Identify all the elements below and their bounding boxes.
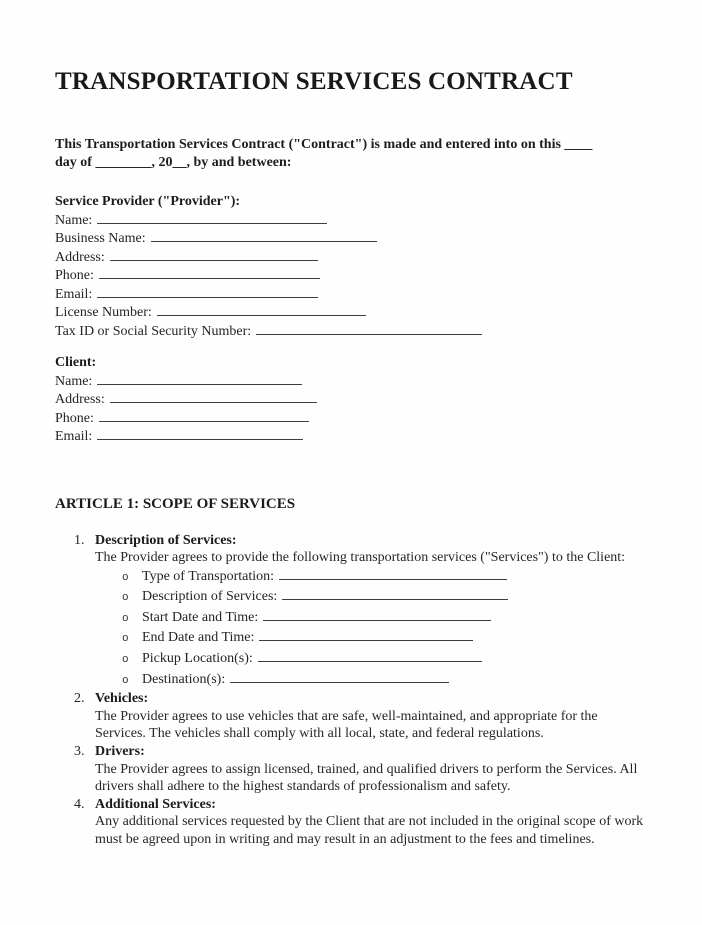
- blank-line: [263, 608, 491, 621]
- provider-tax-id-field: [55, 322, 647, 341]
- field-label: Name:: [55, 212, 93, 228]
- blank-line: [157, 303, 366, 316]
- item-content: [95, 690, 647, 743]
- item-number: 2.: [74, 691, 85, 707]
- sub-field-description-of-services: [122, 587, 647, 608]
- blank-line: [99, 409, 309, 422]
- article-1-heading: ARTICLE 1: SCOPE OF SERVICES: [55, 495, 296, 512]
- item-body: The Provider agrees to assign licensed, trained, and qualified drivers to perform the Services. All drivers shall adhere to the highest standards of professionalism and safety.: [95, 761, 638, 795]
- circle-bullet-icon: o: [122, 592, 129, 605]
- blank-line: [256, 322, 482, 335]
- intro-line-1: This Transportation Services Contract ("Contract") is made and entered into on this ____: [55, 137, 593, 152]
- blank-line: [97, 427, 303, 440]
- item-content: [95, 743, 647, 796]
- client-address-field: [55, 390, 647, 409]
- field-label: Phone:: [55, 410, 94, 426]
- item-body: Any additional services requested by the Client that are not included in the original scope of work must be agreed upon in writing and may result in an adjustment to the fees and timelines.: [95, 814, 644, 847]
- provider-name-field: [55, 211, 647, 230]
- circle-bullet-icon: o: [122, 571, 129, 584]
- article-1-item-list: [55, 532, 647, 849]
- item-title: Additional Services:: [95, 796, 216, 812]
- list-item-vehicles: [55, 690, 647, 743]
- provider-address-field: [55, 248, 647, 267]
- field-label: Email:: [55, 429, 93, 444]
- circle-bullet-icon: o: [122, 633, 129, 646]
- provider-email-field: [55, 285, 647, 304]
- sub-field-label: Pickup Location(s):: [142, 651, 253, 667]
- field-label: Business Name:: [55, 231, 146, 246]
- blank-line: [259, 628, 473, 641]
- list-item-drivers: [55, 743, 647, 796]
- blank-line: [110, 248, 318, 261]
- sub-field-end-date-time: [122, 628, 647, 649]
- item-title: Drivers:: [95, 744, 145, 760]
- blank-line: [97, 285, 318, 298]
- blank-line: [258, 649, 482, 662]
- blank-line: [282, 587, 508, 600]
- sub-field-label: End Date and Time:: [142, 630, 255, 646]
- item-number: 3.: [74, 744, 85, 760]
- client-phone-field: [55, 409, 647, 428]
- client-section: [55, 354, 647, 446]
- client-name-field: [55, 372, 647, 391]
- item-title: Vehicles:: [95, 691, 149, 707]
- field-label: License Number:: [55, 305, 152, 320]
- field-label: Address:: [55, 249, 105, 265]
- intro-line-2: day of ________, 20__, by and between:: [55, 155, 292, 170]
- sub-field-start-date-time: [122, 608, 647, 629]
- item-content: [95, 532, 647, 691]
- circle-bullet-icon: o: [122, 674, 129, 687]
- field-label: Tax ID or Social Security Number:: [55, 323, 252, 339]
- service-provider-heading: Service Provider ("Provider"):: [55, 194, 241, 209]
- sub-field-destinations: [122, 670, 647, 691]
- item-body: The Provider agrees to provide the following transportation services ("Services") to the Client:: [95, 550, 626, 566]
- field-label: Name:: [55, 373, 93, 389]
- blank-line: [151, 229, 377, 242]
- sub-field-label: Start Date and Time:: [142, 609, 259, 625]
- service-provider-section: [55, 193, 647, 340]
- circle-bullet-icon: o: [122, 654, 129, 667]
- field-label: Phone:: [55, 268, 94, 283]
- intro-paragraph: [55, 136, 647, 172]
- item-number: 4.: [74, 796, 85, 812]
- sub-field-type-of-transportation: [122, 567, 647, 588]
- provider-phone-field: [55, 266, 647, 285]
- list-item-additional-services: [55, 796, 647, 849]
- client-email-field: [55, 427, 647, 446]
- blank-line: [97, 372, 302, 385]
- blank-line: [97, 211, 327, 224]
- document-title: TRANSPORTATION SERVICES CONTRACT: [55, 68, 573, 95]
- provider-license-number-field: [55, 303, 647, 322]
- field-label: Email:: [55, 286, 93, 302]
- client-heading: Client:: [55, 355, 97, 370]
- circle-bullet-icon: o: [122, 612, 129, 625]
- sub-field-pickup-locations: [122, 649, 647, 670]
- blank-line: [99, 266, 320, 279]
- sub-field-label: Type of Transportation:: [142, 568, 275, 584]
- sub-field-label: Destination(s):: [142, 671, 226, 687]
- sub-field-label: Description of Services:: [142, 589, 278, 605]
- blank-line: [279, 567, 507, 580]
- item-title: Description of Services:: [95, 532, 237, 548]
- provider-business-name-field: [55, 229, 647, 248]
- item-number: 1.: [74, 532, 85, 548]
- list-item-description-of-services: [55, 532, 647, 691]
- field-label: Address:: [55, 392, 105, 407]
- item-content: [95, 796, 647, 849]
- blank-line: [230, 670, 449, 683]
- blank-line: [110, 390, 317, 403]
- item-body: The Provider agrees to use vehicles that are safe, well-maintained, and appropriate for the Services. The vehicles shall comply with all local, state, and federal regulations.: [95, 708, 598, 742]
